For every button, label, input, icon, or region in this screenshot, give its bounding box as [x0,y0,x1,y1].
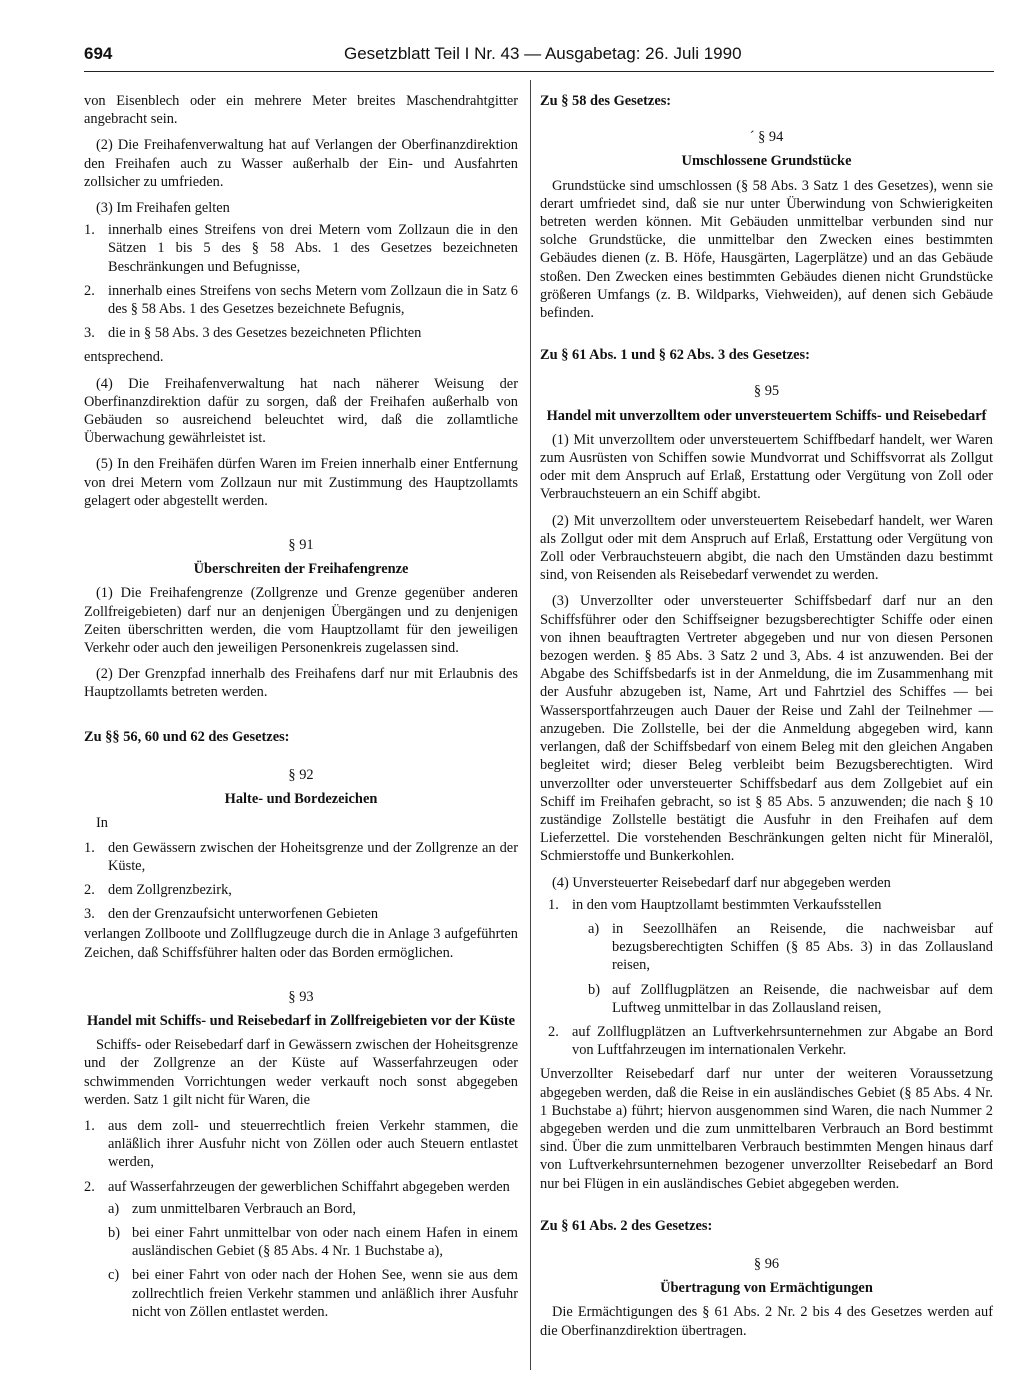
section-number: § 92 [288,766,314,783]
section-title: Umschlossene Grundstücke [681,153,852,170]
list-number: 2. [84,881,95,898]
paragraph: (2) Mit unverzolltem oder unversteuertem Reisebedarf handelt, wer Waren als Zollgut oder mit dem Anspruch auf Erlaß, Erstattung oder Vergütung von Zoll oder Verbrauchsteuern abgibt, die nach den Umständen dazu bestimmt sind, von Reisenden als Reisebedarf verwendet zu werden. [540,512,993,584]
sub-list-item [108,1200,518,1218]
list-number: 1. [84,839,95,856]
list-number: 1. [84,222,95,239]
list-text: den Gewässern zwischen der Hoheitsgrenze und der Zollgrenze an der Küste, [108,839,518,874]
section-number: ´ § 94 [749,129,784,146]
list-letter: a) [588,920,600,937]
list-text: auf Zollflugplätzen an Reisende, die nachweisbar auf dem Luftweg unmittelbar in das Zollausland reisen, [612,981,993,1016]
section-number: § 96 [753,1255,780,1272]
list-number: 1. [548,896,559,913]
list-item [84,1178,518,1196]
list-text: in Seezollhäfen an Reisende, die nachweisbar auf bezugsberechtigten Schiffen (§ 85 Abs. 3) in das Zollausland reisen, [612,920,993,974]
list-text: innerhalb eines Streifens von sechs Metern vom Zollzaun die in Satz 6 des § 58 Abs. 1 des Gesetzes bezeichnete Befugnis, [108,282,518,318]
paragraph: Schiffs- oder Reisebedarf darf in Gewässern zwischen der Hoheitsgrenze und der Zollgrenze an der Küste auf Wasserfahrzeugen oder schwimmenden Vorrichtungen weder verkauft noch sonst abgegeben werden. Satz 1 gilt nicht für Waren, die [84,1037,518,1108]
list-number: 3. [84,906,95,923]
left-column [84,92,518,1327]
list-number: 2. [84,1178,95,1195]
paragraph: (1) Die Freihafengrenze (Zollgrenze und Grenze gegenüber anderen Zollfreigebieten) darf nur an denjenigen Übergängen und zu denjenigen Zeiten überschritten werden, die vom Hauptzollamt für den jeweiligen Verkehr oder auch den jeweiligen Personenkreis zugelassen sind. [84,585,518,657]
section-number: § 95 [753,383,780,400]
paragraph: von Eisenblech oder ein mehrere Meter breites Maschendrahtgitter angebracht sein. [84,93,518,128]
list-number: 3. [84,325,95,342]
list-item [84,282,518,318]
list-item [84,1117,518,1172]
section-number: § 91 [288,537,314,554]
list-item [84,324,518,342]
list-item [84,839,518,875]
paragraph: (4) Unversteuerter Reisebedarf darf nur abgegeben werden [552,874,891,891]
paragraph: Die Ermächtigungen des § 61 Abs. 2 Nr. 2 bis 4 des Gesetzes werden auf die Oberfinanzdirektion übertragen. [540,1304,993,1339]
sub-list-item [588,981,993,1017]
sub-list-item [108,1266,518,1321]
heading-zu: Zu §§ 56, 60 und 62 des Gesetzes: [84,728,290,745]
list-text: zum unmittelbaren Verbrauch an Bord, [132,1200,356,1217]
header-rule [84,71,994,72]
list-text: auf Zollflugplätzen an Luftverkehrsunternehmen zur Abgabe an Bord von Luftfahrzeugen im internationalen Verkehr. [572,1023,993,1059]
list-item [84,881,518,899]
list-text: bei einer Fahrt unmittelbar von oder nach einem Hafen in einem ausländischen Gebiet (§ 85 Abs. 4 Nr. 1 Buchstabe a), [132,1224,518,1260]
running-head: Gesetzblatt Teil I Nr. 43 — Ausgabetag: 26. Juli 1990 [344,44,742,63]
column-divider [530,80,531,1370]
list-item [84,221,518,276]
paragraph: (1) Mit unverzolltem oder unversteuertem Schiffbedarf handelt, wer Waren zum Ausrüsten von Schiffen sowie Mundvorrat und Schiffsvorrat als Zollgut oder mit dem Anspruch auf Erlaß, Erstattung oder Vergütung von Zoll oder Verbrauchsteuern an ein Schiff abgibt. [540,431,993,503]
list-letter: b) [588,981,600,998]
list-text: aus dem zoll- und steuerrechtlich freien Verkehr stammen, die anläßlich ihrer Ausfuhr nicht von Zöllen oder auch Steuern entlastet werden, [108,1117,518,1171]
page-header [84,44,994,68]
section-number: § 93 [288,988,314,1005]
heading-zu: Zu § 61 Abs. 1 und § 62 Abs. 3 des Gesetzes: [540,347,810,364]
list-text: den der Grenzaufsicht unterworfenen Gebieten [108,906,379,923]
list-text: innerhalb eines Streifens von drei Metern vom Zollzaun die in den Sätzen 1 bis 5 des § 58 Abs. 1 des Gesetzes bezeichneten Beschränkungen und Befugnisse, [108,222,518,275]
list-item [548,896,993,914]
list-text: in den vom Hauptzollamt bestimmten Verkaufsstellen [572,896,882,913]
list-text: auf Wasserfahrzeugen der gewerblichen Schiffahrt abgegeben werden [108,1178,510,1195]
paragraph: (2) Der Grenzpfad innerhalb des Freihafens darf nur mit Erlaubnis des Hauptzollamts betreten werden. [84,666,518,701]
paragraph: (2) Die Freihafenverwaltung hat auf Verlangen der Oberfinanzdirektion den Freihafen auch zu Wasser außerhalb der Ein- und Ausfahrten zollsicher zu umfrieden. [84,137,518,190]
list-text: die in § 58 Abs. 3 des Gesetzes bezeichneten Pflichten [108,325,422,342]
paragraph: Unverzollter Reisebedarf darf nur unter der weiteren Voraussetzung abgegeben werden, daß die Reise in ein ausländisches Gebiet (§ 85 Abs. 4 Nr. 1 Buchstabe a) führt; hiervon ausgenommen sind Waren, die nach Nummer 2 abgegeben werden und die zum unmittelbaren Verbrauch an Bord bestimmt sind. Über die zum unmittelbaren Verbrauch bestimmten Mengen hinaus darf von Luftverkehrsunternehmen bezogener unverzollter Reisebedarf an Bord nur bei Flügen in ein ausländisches Gebiet abgegeben werden. [540,1066,993,1192]
list-letter: c) [108,1267,120,1284]
heading-zu: Zu § 58 des Gesetzes: [540,93,672,109]
section-title: Handel mit Schiffs- und Reisebedarf in Zollfreigebieten vor der Küste [86,1012,516,1029]
section-title: Handel mit unverzolltem oder unversteuertem Schiffs- und Reisebedarf [546,407,987,424]
page-number: 694 [84,44,113,63]
paragraph: Grundstücke sind umschlossen (§ 58 Abs. 3 Satz 1 des Gesetzes), wenn sie derart umfriedet sind, daß sie nur unter Überwindung von Schwierigkeiten betreten werden können. Mit Gebäuden unmittelbar verbunden sind nur solche Grundstücke, die unmittelbar den Zwecken eines bestimmten Gebäudes dienen (z. B. Höfe, Hausgärten, Lagerplätze) und an das Gebäude stoßen. Den Zwecken eines bestimmten Gebäudes dienen nicht Grundstücke größeren Umfangs (z. B. Wildparks, Viehweiden), auf denen sich Gebäude befinden. [540,177,993,322]
paragraph: (3) Im Freihafen gelten [96,200,230,217]
paragraph: In [96,815,108,832]
sub-list-item [588,920,993,975]
paragraph: (5) In den Freihäfen dürfen Waren im Freien innerhalb einer Entfernung von drei Metern vom Zollzaun nur mit Zustimmung des Hauptzollamts gelagert oder abgestellt werden. [84,456,518,509]
paragraph: (3) Unverzollter oder unversteuerter Schiffsbedarf darf nur an den Schiffsführer oder den Schiffseigner bezugsberechtigter Schiffe oder einen von ihnen beauftragten Vertreter abgegeben und nur von diesen Personen bezogen werden. § 85 Abs. 3 Satz 2 und 3, Abs. 4 ist anzuwenden. Bei der Abgabe des Schiffsbedarfs ist in der Anmeldung, die im Zusammenhang mit der Ausfuhr abzugeben ist, Name, Art und Fahrtziel des Schiffes — bei Wassersportfahrzeugen auch Dauer der Reise und Zahl der Teilnehmer — anzugeben. Die Zollstelle, bei der die Anmeldung abgegeben wird, kann verlangen, daß der Schiffsbedarf von einem Beleg mit den gleichen Angaben begleitet wird; dieser Beleg verbleibt beim Bezugsberechtigten. Wird unverzollter oder unversteuerter Schiffsbedarf aus dem Zollgebiet auf ein Schiff im Freihafen gebracht, so ist § 85 Abs. 5 anzuwenden; die nach § 10 zuständige Zollstelle bestätigt die Ausfuhr in den Freihafen auf dem Lieferzettel. Die vorstehenden Beschränkungen gelten nicht für Mineralöl, Schmierstoffe und Bunkerkohlen. [540,593,993,865]
section-title: Halte- und Bordezeichen [224,791,378,808]
paragraph: entsprechend. [84,349,164,366]
list-item [548,1023,993,1059]
list-letter: a) [108,1200,120,1217]
list-text: dem Zollgrenzbezirk, [108,881,232,898]
right-column [540,92,993,1348]
list-letter: b) [108,1224,120,1241]
heading-zu: Zu § 61 Abs. 2 des Gesetzes: [540,1217,713,1234]
paragraph: (4) Die Freihafenverwaltung hat nach näherer Weisung der Oberfinanzdirektion dafür zu sorgen, daß der Freihafen außerhalb von Gebäuden so ausreichend beleuchtet wird, daß die zollamtliche Überwachung gewährleistet ist. [84,375,518,447]
section-title: Übertragung von Ermächtigungen [660,1280,873,1297]
sub-list-item [108,1224,518,1260]
list-number: 1. [84,1117,95,1134]
list-item [84,905,518,923]
section-title: Überschreiten der Freihafengrenze [193,561,409,578]
list-text: bei einer Fahrt von oder nach der Hohen See, wenn sie aus dem zollrechtlich freien Verkehr stammen und anläßlich ihrer Ausfuhr nicht von Zöllen entlastet werden. [132,1267,518,1320]
list-number: 2. [84,282,95,299]
list-number: 2. [548,1023,559,1040]
paragraph: verlangen Zollboote und Zollflugzeuge durch die in Anlage 3 aufgeführten Zeichen, daß Schiffsführer halten oder das Borden ermöglichen. [84,926,518,961]
